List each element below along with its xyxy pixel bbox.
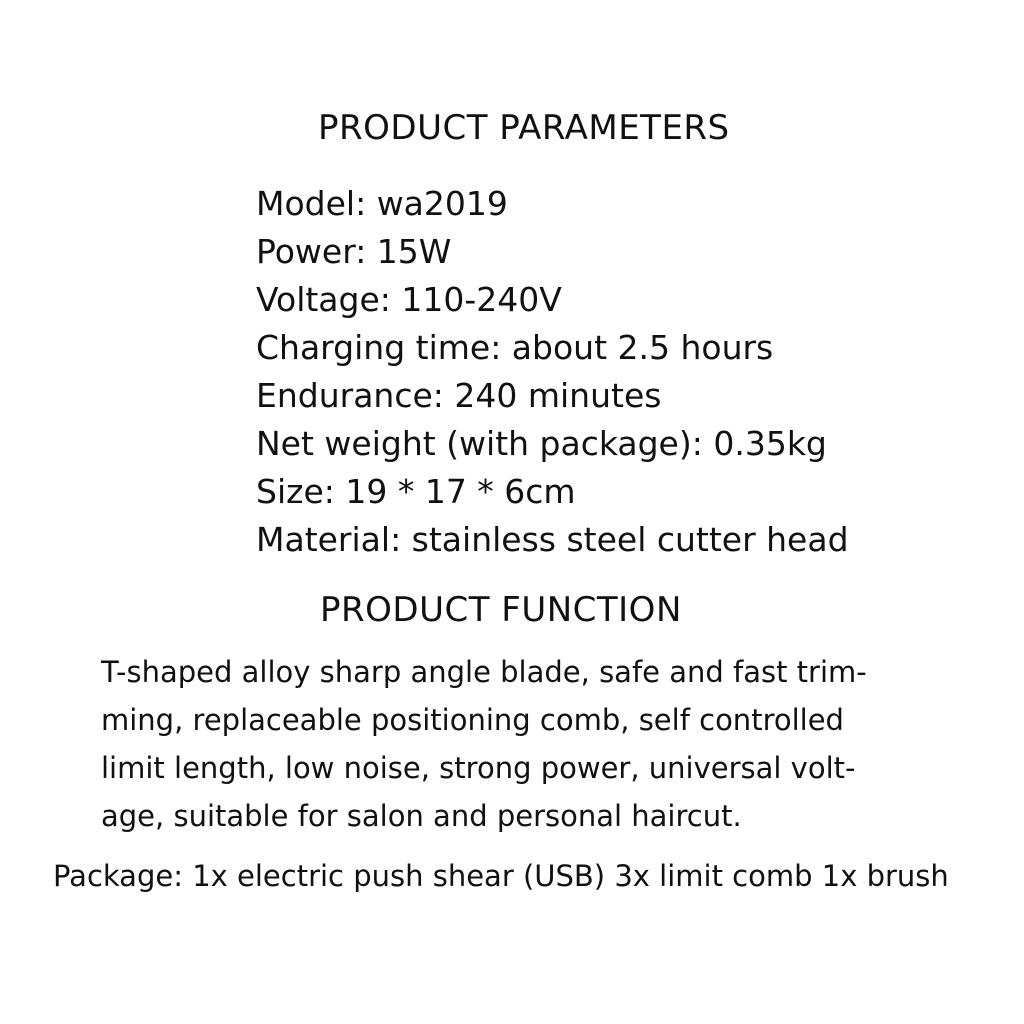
- param-endurance: Endurance: 240 minutes: [256, 376, 662, 415]
- function-description: [101, 648, 867, 840]
- function-line: age, suitable for salon and personal haircut.: [101, 799, 742, 833]
- param-model: Model: wa2019: [256, 184, 508, 223]
- param-material: Material: stainless steel cutter head: [256, 520, 849, 559]
- param-voltage: Voltage: 110-240V: [256, 280, 562, 319]
- param-charging-time: Charging time: about 2.5 hours: [256, 328, 774, 367]
- function-line: limit length, low noise, strong power, universal volt-: [101, 751, 856, 785]
- package-contents: Package: 1x electric push shear (USB) 3x limit comb 1x brush: [53, 859, 949, 893]
- product-function-heading: PRODUCT FUNCTION: [320, 590, 682, 630]
- function-line: T-shaped alloy sharp angle blade, safe and fast trim-: [101, 655, 867, 689]
- product-parameters-heading: PRODUCT PARAMETERS: [318, 108, 730, 148]
- function-line: ming, replaceable positioning comb, self controlled: [101, 703, 844, 737]
- param-size: Size: 19 * 17 * 6cm: [256, 472, 576, 511]
- parameters-list: [256, 180, 849, 564]
- param-net-weight: Net weight (with package): 0.35kg: [256, 424, 827, 463]
- param-power: Power: 15W: [256, 232, 452, 271]
